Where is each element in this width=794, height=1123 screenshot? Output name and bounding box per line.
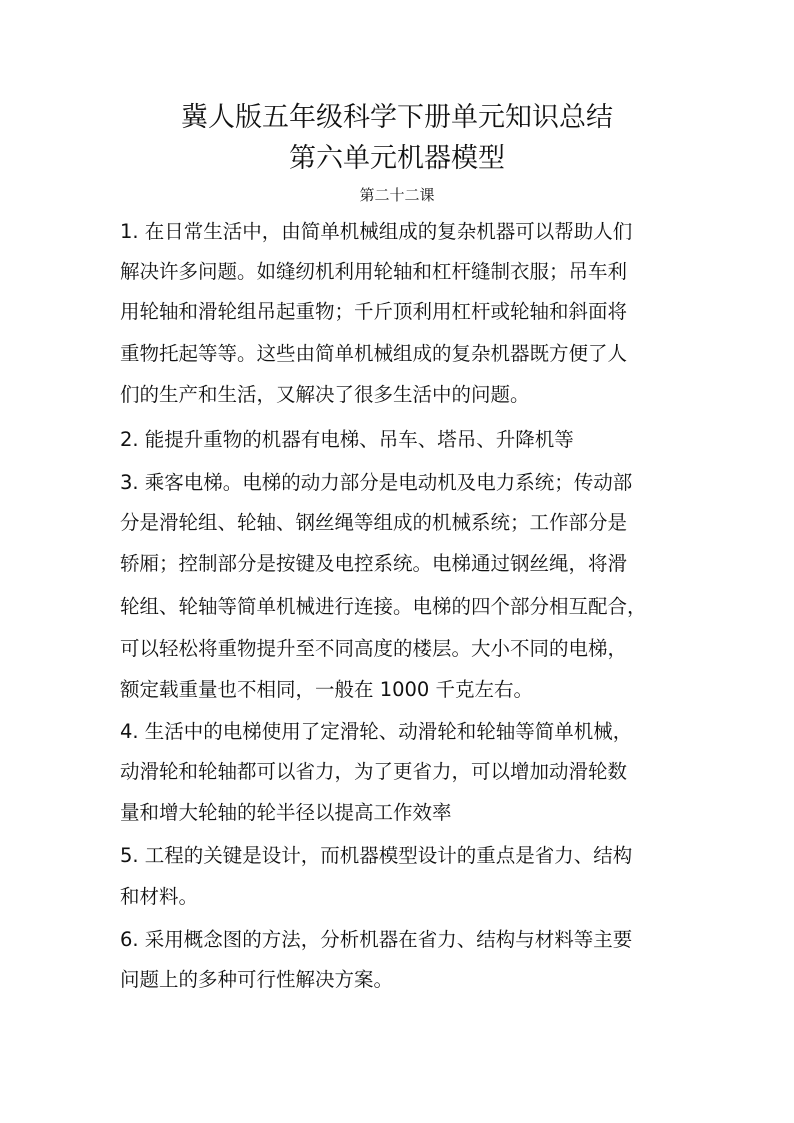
text-line: 轮组、轮轴等简单机械进行连接。电梯的四个部分相互配合， [120,595,647,618]
text-line: 和材料。 [120,885,199,908]
text-line: 量和增大轮轴的轮半径以提高工作效率 [120,801,452,824]
text-line: 6. 采用概念图的方法，分析机器在省力、结构与材料等主要 [120,928,633,951]
text-line: 们的生产和生活，又解决了很多生活中的问题。 [120,383,530,406]
text-line: 可以轻松将重物提升至不同高度的楼层。大小不同的电梯， [120,637,628,660]
text-line: 动滑轮和轮轴都可以省力，为了更省力，可以增加动滑轮数 [120,760,628,783]
unit-title: 第六单元机器模型 [289,143,505,174]
text-line: 2. 能提升重物的机器有电梯、吊车、塔吊、升降机等 [120,428,574,451]
lesson-label: 第二十二课 [359,186,435,204]
text-line: 解决许多问题。如缝纫机利用轮轴和杠杆缝制衣服；吊车利 [120,260,628,283]
text-line: 3. 乘客电梯。电梯的动力部分是电动机及电力系统；传动部 [120,471,633,494]
text-line: 重物托起等等。这些由简单机械组成的复杂机器既方便了人 [120,342,628,365]
text-line: 1. 在日常生活中，由简单机械组成的复杂机器可以帮助人们 [120,220,633,243]
text-line: 5. 工程的关键是设计，而机器模型设计的重点是省力、结构 [120,844,633,867]
text-line: 用轮轴和滑轮组吊起重物；千斤顶利用杠杆或轮轴和斜面将 [120,300,628,323]
text-line: 额定载重量也不相同，一般在 1000 千克左右。 [120,678,534,701]
text-line: 4. 生活中的电梯使用了定滑轮、动滑轮和轮轴等简单机械， [120,720,633,743]
document-title: 冀人版五年级科学下册单元知识总结 [181,102,613,133]
text-line: 问题上的多种可行性解决方案。 [120,968,394,991]
text-line: 分是滑轮组、轮轴、钢丝绳等组成的机械系统；工作部分是 [120,511,628,534]
text-line: 轿厢；控制部分是按键及电控系统。电梯通过钢丝绳，将滑 [120,552,628,575]
